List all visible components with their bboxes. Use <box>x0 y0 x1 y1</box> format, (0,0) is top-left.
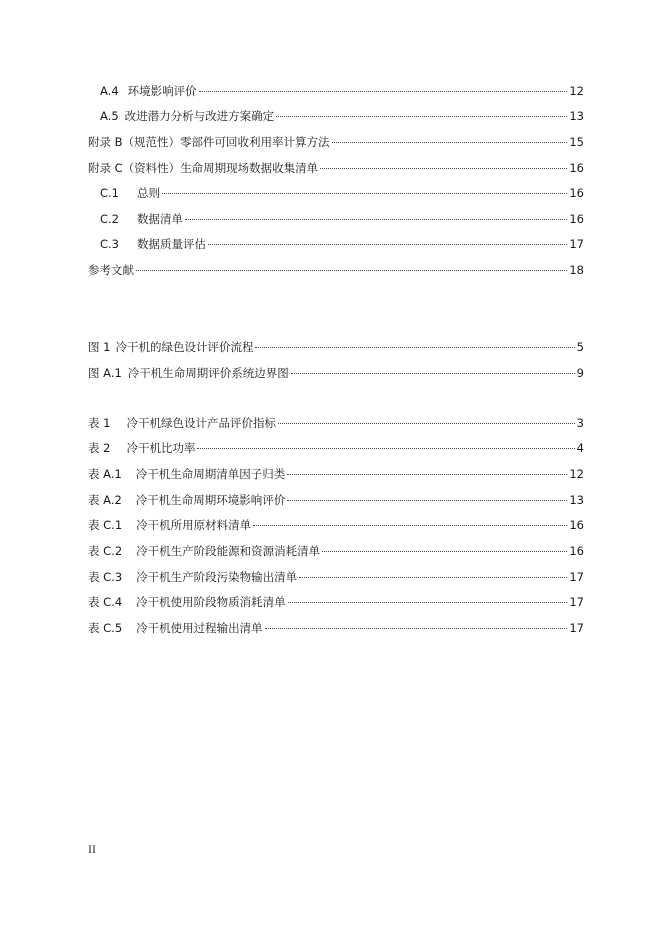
figure-entry-a1[interactable] <box>88 364 584 382</box>
dot-leader <box>185 219 567 220</box>
toc-entry-title: A.5 改进潜力分析与改进方案确定 <box>100 109 275 123</box>
table-entry-c5[interactable] <box>88 619 584 637</box>
toc-page-number: 3 <box>576 416 584 430</box>
table-entry-a1[interactable] <box>88 465 584 483</box>
dot-leader <box>322 551 567 552</box>
table-entry-a2[interactable] <box>88 491 584 509</box>
toc-entry-title: 表 C.5 冷干机使用过程输出清单 <box>88 621 263 635</box>
table-entry-c4[interactable] <box>88 593 584 611</box>
toc-entry-title: 附录 C（资料性）生命周期现场数据收集清单 <box>88 161 319 175</box>
toc-entry-references[interactable] <box>88 261 584 279</box>
dot-leader <box>255 347 574 348</box>
toc-entry-title: 表 2 冷干机比功率 <box>88 441 196 455</box>
toc-page-number: 4 <box>576 441 584 455</box>
dot-leader <box>199 91 568 92</box>
toc-entry-title: A.4 环境影响评价 <box>100 84 197 98</box>
dot-leader <box>208 244 567 245</box>
toc-page-number: 16 <box>569 186 584 200</box>
page-number: II <box>88 842 96 856</box>
toc-entry-title: C.1 总则 <box>100 186 161 200</box>
table-entry-c1[interactable] <box>88 516 584 534</box>
toc-entry-appendix-b[interactable] <box>88 133 584 151</box>
dot-leader <box>276 116 567 117</box>
table-entry-c2[interactable] <box>88 542 584 560</box>
toc-page-number: 16 <box>569 518 584 532</box>
toc-entry-title: 表 1 冷干机绿色设计产品评价指标 <box>88 416 276 430</box>
table-entry-2[interactable] <box>88 439 584 457</box>
dot-leader <box>288 602 568 603</box>
toc-entry-title: 表 C.1 冷干机所用原材料清单 <box>88 518 252 532</box>
figure-entry-1[interactable] <box>88 338 584 356</box>
dot-leader <box>265 628 568 629</box>
toc-entry-c2[interactable] <box>100 210 584 228</box>
dot-leader <box>291 373 575 374</box>
dot-leader <box>162 193 567 194</box>
dot-leader <box>287 500 567 501</box>
toc-entry-title: 表 A.1 冷干机生命周期清单因子归类 <box>88 467 286 481</box>
toc-entry-title: 参考文献 <box>88 263 134 277</box>
table-entry-c3[interactable] <box>88 568 584 586</box>
toc-entry-title: C.2 数据清单 <box>100 212 184 226</box>
toc-page-number: 5 <box>576 340 584 354</box>
toc-page-number: 15 <box>569 135 584 149</box>
dot-leader <box>136 270 567 271</box>
toc-entry-c1[interactable] <box>100 184 584 202</box>
toc-entry-appendix-c[interactable] <box>88 159 584 177</box>
toc-page-number: 16 <box>569 544 584 558</box>
dot-leader <box>287 474 567 475</box>
dot-leader <box>253 525 567 526</box>
dot-leader <box>320 168 567 169</box>
toc-entry-title: 附录 B（规范性）零部件可回收利用率计算方法 <box>88 135 330 149</box>
toc-entry-title: 表 C.4 冷干机使用阶段物质消耗清单 <box>88 595 286 609</box>
toc-page-number: 12 <box>569 84 584 98</box>
toc-entry-title: 表 C.2 冷干机生产阶段能源和资源消耗清单 <box>88 544 321 558</box>
dot-leader <box>299 577 567 578</box>
toc-page-number: 16 <box>569 161 584 175</box>
toc-page-number: 13 <box>569 493 584 507</box>
toc-entry-a4[interactable] <box>100 82 584 100</box>
table-entry-1[interactable] <box>88 414 584 432</box>
toc-page-number: 17 <box>569 621 584 635</box>
dot-leader <box>197 448 574 449</box>
toc-entry-a5[interactable] <box>100 107 584 125</box>
toc-page-number: 17 <box>569 570 584 584</box>
toc-entry-title: 图 1 冷干机的绿色设计评价流程 <box>88 340 254 354</box>
dot-leader <box>332 142 568 143</box>
toc-entry-title: 表 A.2 冷干机生命周期环境影响评价 <box>88 493 286 507</box>
toc-page-number: 12 <box>569 467 584 481</box>
toc-page-number: 17 <box>569 237 584 251</box>
toc-page-number: 9 <box>576 366 584 380</box>
toc-page-number: 16 <box>569 212 584 226</box>
toc-entry-c3[interactable] <box>100 235 584 253</box>
toc-page-number: 17 <box>569 595 584 609</box>
toc-entry-title: 图 A.1 冷干机生命周期评价系统边界图 <box>88 366 289 380</box>
toc-page-number: 18 <box>569 263 584 277</box>
toc-page-number: 13 <box>569 109 584 123</box>
toc-entry-title: C.3 数据质量评估 <box>100 237 207 251</box>
toc-entry-title: 表 C.3 冷干机生产阶段污染物输出清单 <box>88 570 298 584</box>
dot-leader <box>278 423 575 424</box>
